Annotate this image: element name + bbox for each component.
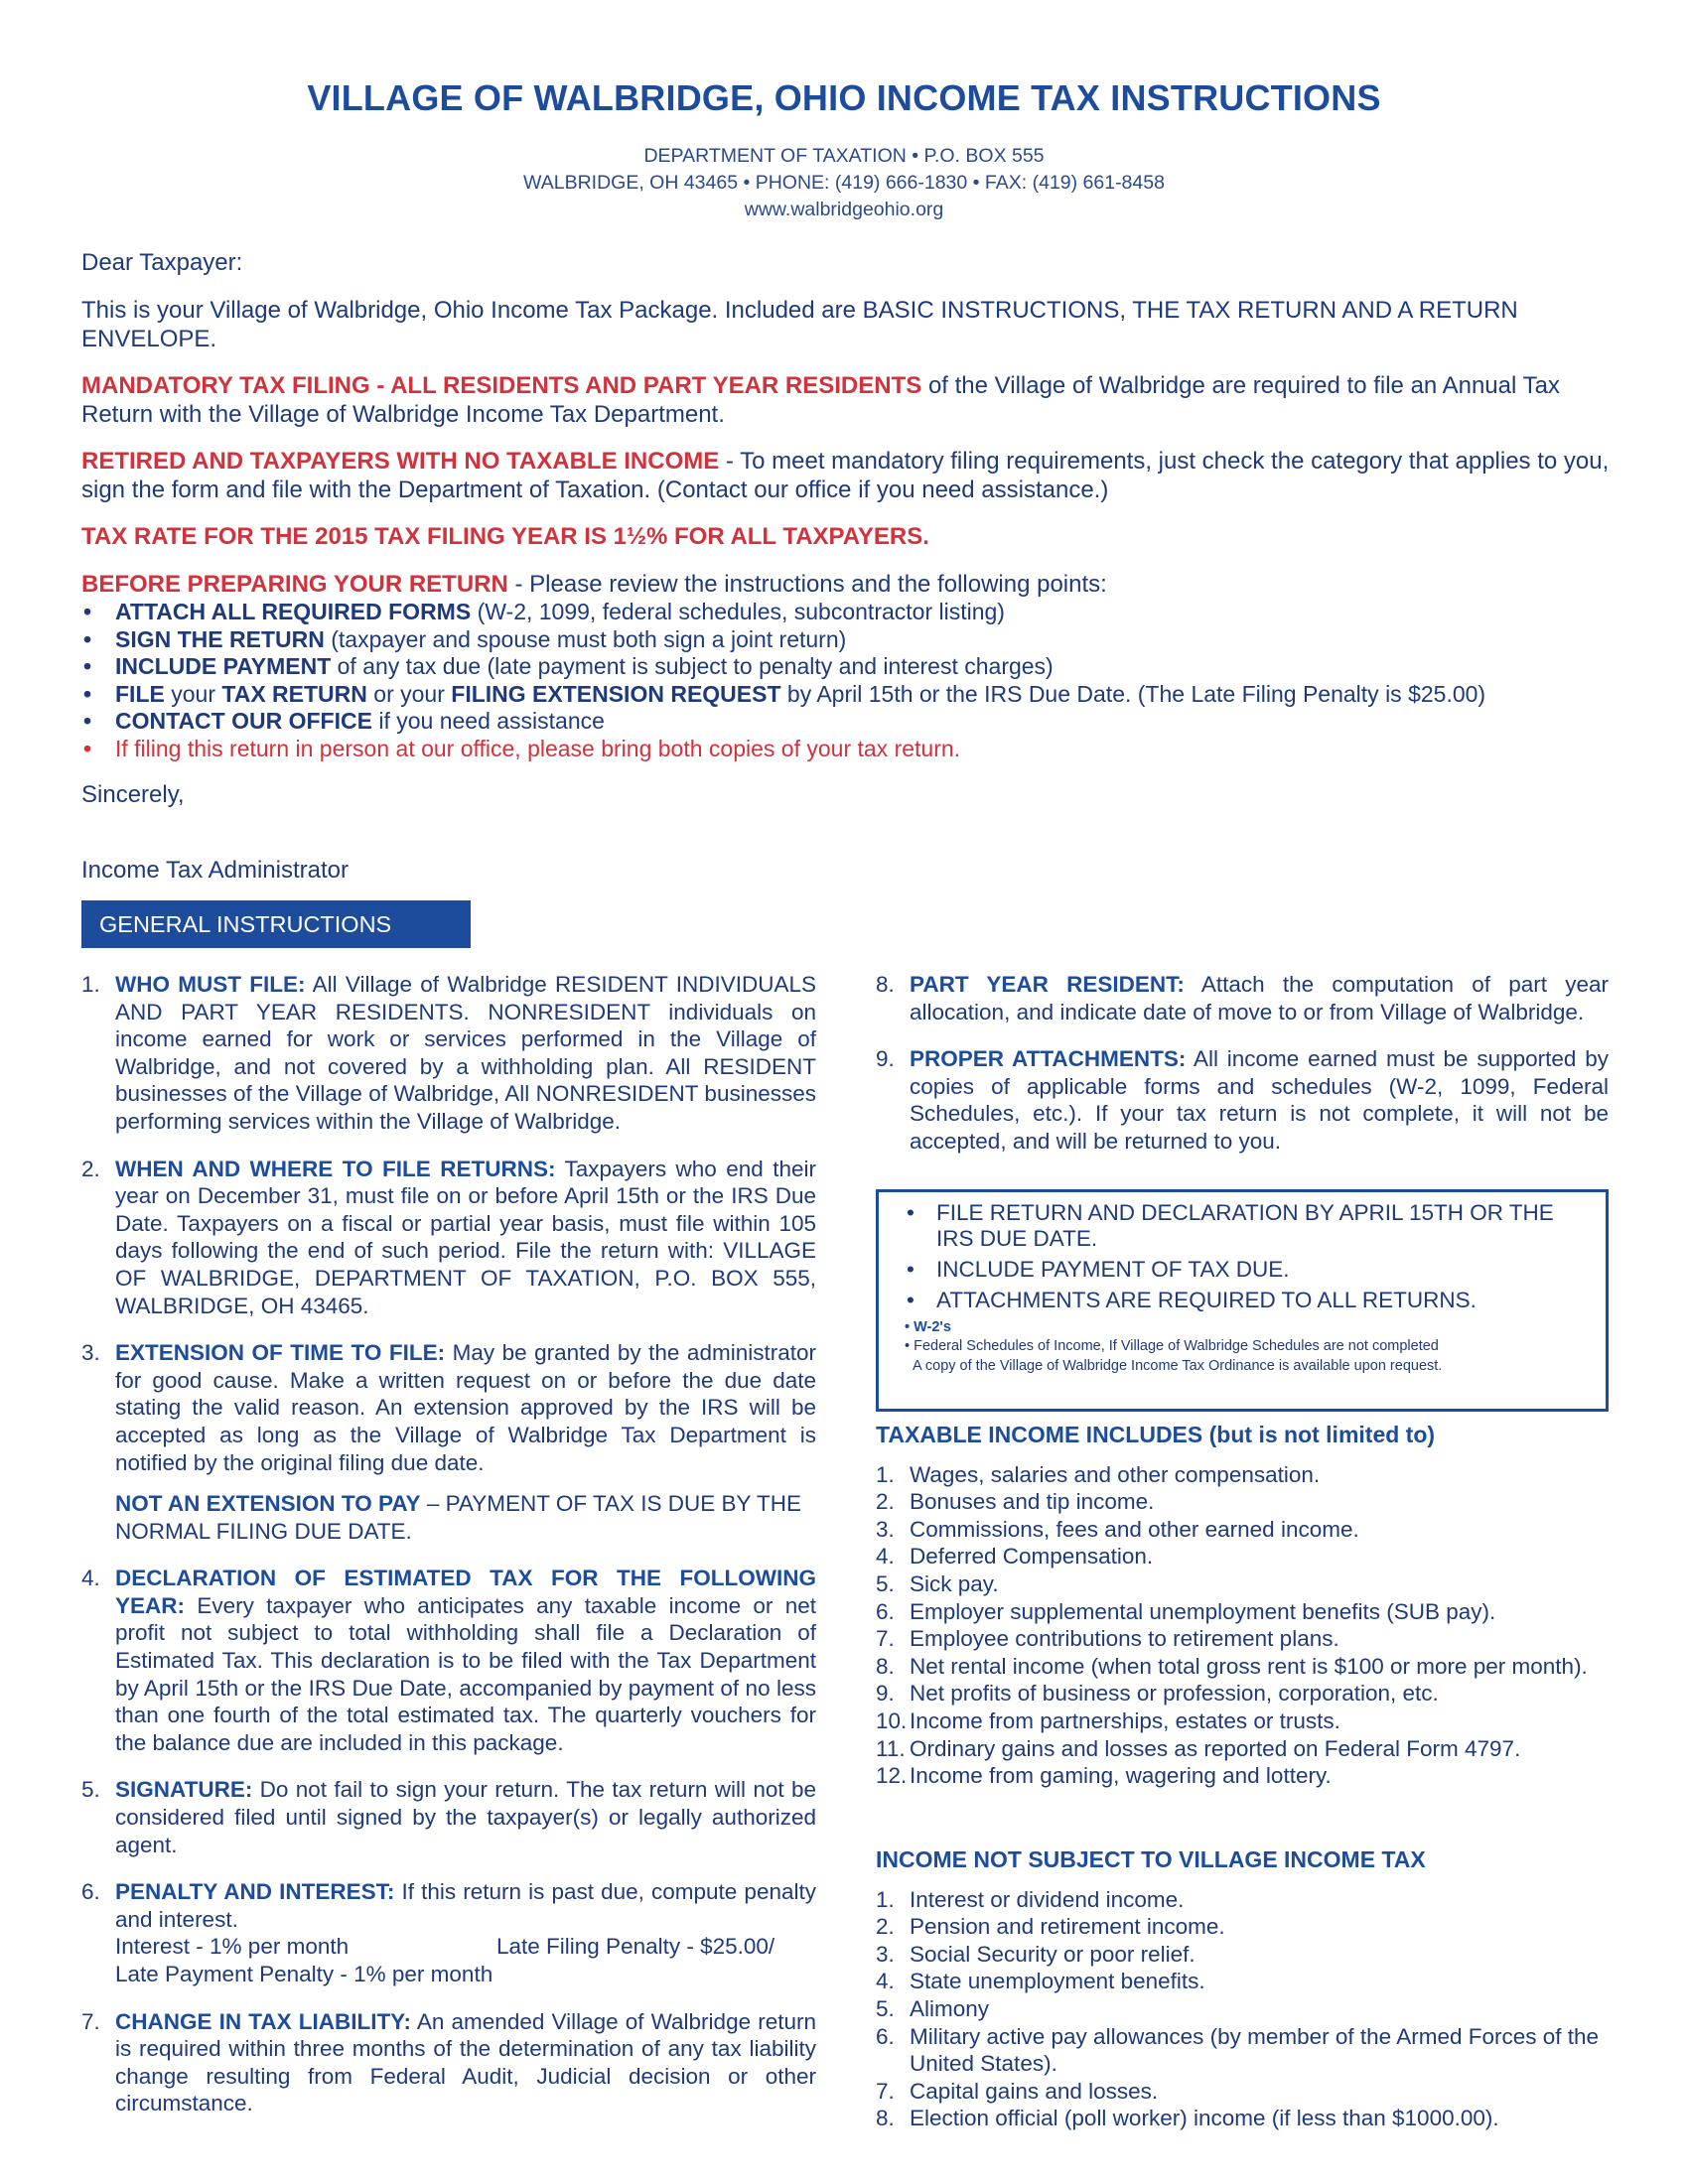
tax-rate-statement: TAX RATE FOR THE 2015 TAX FILING YEAR IS 1½% FOR ALL TAXPAYERS. — [81, 523, 929, 550]
point-item: • ATTACH ALL REQUIRED FORMS (W-2, 1099, federal schedules, subcontractor listing) — [83, 599, 1005, 624]
list-item: 3. Social Security or poor relief. — [876, 1941, 1196, 1967]
list-item: 7. Capital gains and losses. — [876, 2078, 1159, 2104]
instruction-item-penalty: 6. PENALTY AND INTEREST: If this return is past due, compute penalty and interest. Interest - 1% per month Late Filing Penalty - $25.00/ Late Payment Penalty - 1% per month — [81, 1879, 816, 1986]
instruction-item: 3. EXTENSION OF TIME TO FILE: May be granted by the administrator for good cause. Make a written request on or before the due date stating the valid reason. An extension approved by the IRS will be accepted as long as the Village of Walbridge Tax Department is notified by the original filing due date. — [81, 1340, 816, 1475]
instruction-item: 2. WHEN AND WHERE TO FILE RETURNS: Taxpayers who end their year on December 31, must file on or before April 15th or the IRS Due Date. Taxpayers on a fiscal or partial year basis, must file within 105 days following the end of such period. File the return with: VILLAGE OF WALBRIDGE, DEPARTMENT OF TAXATION, P.O. BOX 555, WALBRIDGE, OH 43465. — [81, 1156, 816, 1318]
greeting: Dear Taxpayer: — [81, 249, 243, 276]
header-website: www.walbridgeohio.org — [744, 199, 944, 220]
instructions-left-column — [81, 971, 816, 2137]
list-item: 2. Bonuses and tip income. — [876, 1489, 1155, 1515]
before-preparing-text: - Please review the instructions and the following points: — [507, 571, 1107, 598]
list-item: 4. Deferred Compensation. — [876, 1544, 1154, 1570]
list-item: 5. Sick pay. — [876, 1570, 999, 1596]
preparation-points — [81, 599, 1611, 762]
instruction-item: 4. DECLARATION OF ESTIMATED TAX FOR THE FOLLOWING YEAR: Every taxpayer who anticipates any taxable income or net profit not subject to total withholding shall file a Declaration of Estimated Tax. This declaration is to be filed with the Tax Department by April 15th or the IRS Due Date, accompanied by payment of no less than one fourth of the total estimated tax. The quarterly vouchers for the balance due are included in this package. — [81, 1566, 816, 1755]
list-item: 2. Pension and retirement income. — [876, 1914, 1225, 1940]
signature-title: Income Tax Administrator — [81, 857, 350, 884]
point-item-red: • If filing this return in person at our office, please bring both copies of your tax return. — [83, 735, 961, 761]
retired-paragraph — [81, 447, 1611, 504]
reminder-item: • INCLUDE PAYMENT OF TAX DUE. — [907, 1257, 1290, 1282]
non-taxable-income-heading: INCOME NOT SUBJECT TO VILLAGE INCOME TAX — [876, 1846, 1426, 1872]
taxable-income-section — [876, 1422, 1609, 1790]
federal-schedules-note: • Federal Schedules of Income, If Village of Walbridge Schedules are not completed — [905, 1338, 1439, 1354]
point-item: • CONTACT OUR OFFICE if you need assistance — [83, 708, 605, 734]
taxable-income-heading: TAXABLE INCOME INCLUDES (but is not limited to) — [876, 1422, 1436, 1447]
late-filing-penalty: Late Filing Penalty - $25.00/ — [496, 1934, 775, 1960]
late-payment-penalty: Late Payment Penalty - 1% per month — [115, 1962, 493, 1986]
list-item: 8. Net rental income (when total gross rent is $100 or more per month). — [876, 1653, 1588, 1679]
instruction-item: 7. CHANGE IN TAX LIABILITY: An amended Village of Walbridge return is required within three months of the determination of any tax liability change resulting from Federal Audit, Judicial decision or other circumstance. — [81, 2008, 816, 2116]
instructions-right-column — [876, 971, 1609, 1175]
reminder-item: • FILE RETURN AND DECLARATION BY APRIL 15TH OR THE IRS DUE DATE. — [907, 1200, 1554, 1251]
point-item: • INCLUDE PAYMENT of any tax due (late payment is subject to penalty and interest charges) — [83, 653, 1054, 679]
list-item: 1. Interest or dividend income. — [876, 1886, 1185, 1912]
header-address-line1: DEPARTMENT OF TAXATION • P.O. BOX 555 — [643, 145, 1045, 167]
instruction-item: 9. PROPER ATTACHMENTS: All income earned must be supported by copies of applicable forms and schedules (W-2, 1099, Federal Schedules, etc.). If your tax return is not complete, it will not be accepted, and will be returned to you. — [876, 1046, 1609, 1154]
point-item: • SIGN THE RETURN (taxpayer and spouse must both sign a joint return) — [83, 625, 847, 652]
list-item: 6. Military active pay allowances (by member of the Armed Forces of the United States). — [876, 2023, 1600, 2077]
non-taxable-income-list — [876, 1886, 1609, 2132]
interest-rate: Interest - 1% per month — [115, 1934, 350, 1960]
intro-paragraph: This is your Village of Walbridge, Ohio Income Tax Package. Included are BASIC INSTRUCTIONS, THE TAX RETURN AND A RETURN ENVELOPE. — [81, 297, 1518, 352]
list-item: 10. Income from partnerships, estates or trusts. — [876, 1707, 1340, 1733]
reminder-box — [876, 1189, 1609, 1412]
before-preparing-heading — [81, 570, 1611, 599]
instruction-item: 5. SIGNATURE: Do not fail to sign your return. The tax return will not be considered filed until signed by the taxpayer(s) or legally authorized agent. — [81, 1777, 816, 1857]
list-item: 12. Income from gaming, wagering and lottery. — [876, 1763, 1332, 1789]
list-item: 5. Alimony — [876, 1995, 990, 2021]
list-item: 3. Commissions, fees and other earned income. — [876, 1516, 1359, 1542]
instruction-item: 1. WHO MUST FILE: All Village of Walbridge RESIDENT INDIVIDUALS AND PART YEAR RESIDENTS. NONRESIDENT individuals on income earned for work or services performed in the Village of Walbridge, and not covered by a withholding plan. All RESIDENT businesses of the Village of Walbridge, All NONRESIDENT businesses performing services within the Village of Walbridge. — [81, 972, 816, 1134]
mandatory-label: MANDATORY TAX FILING - ALL RESIDENTS AND PART YEAR RESIDENTS — [81, 372, 922, 399]
list-item: 1. Wages, salaries and other compensation. — [876, 1461, 1321, 1487]
taxable-income-list — [876, 1461, 1609, 1790]
ordinance-note: A copy of the Village of Walbridge Income Tax Ordinance is available upon request. — [913, 1358, 1443, 1374]
reminder-item: • ATTACHMENTS ARE REQUIRED TO ALL RETURNS. — [907, 1288, 1477, 1312]
not-extension-note: NOT AN EXTENSION TO PAY – PAYMENT OF TAX IS DUE BY THE NORMAL FILING DUE DATE. — [115, 1491, 801, 1544]
list-item: 9. Net profits of business or profession, corporation, etc. — [876, 1681, 1439, 1706]
retired-label: RETIRED AND TAXPAYERS WITH NO TAXABLE INCOME — [81, 448, 720, 475]
header-address-line2: WALBRIDGE, OH 43465 • PHONE: (419) 666-1830 • FAX: (419) 661-8458 — [523, 172, 1165, 194]
instruction-item: 8. PART YEAR RESIDENT: Attach the computation of part year allocation, and indicate date of move to or from Village of Walbridge. — [876, 972, 1609, 1024]
list-item: 4. State unemployment benefits. — [876, 1969, 1205, 1994]
list-item: 8. Election official (poll worker) income (if less than $1000.00). — [876, 2106, 1499, 2131]
page-title: VILLAGE OF WALBRIDGE, OHIO INCOME TAX INSTRUCTIONS — [307, 77, 1381, 118]
non-taxable-income-section — [876, 1846, 1609, 2132]
mandatory-paragraph — [81, 371, 1611, 429]
point-item: • FILE your TAX RETURN or your FILING EXTENSION REQUEST by April 15th or the IRS Due Date. (The Late Filing Penalty is $25.00) — [83, 680, 1486, 707]
retired-text: - To meet mandatory filing requirements, just check the category that applies to you, sign the form and file with the Department of Taxation. (Contact our office if you need assistance.) — [81, 448, 1610, 503]
w2-note: • W-2's — [905, 1319, 951, 1335]
general-instructions-heading: GENERAL INSTRUCTIONS — [81, 900, 471, 948]
list-item: 7. Employee contributions to retirement plans. — [876, 1626, 1339, 1652]
before-preparing-label: BEFORE PREPARING YOUR RETURN — [81, 571, 508, 598]
list-item: 11. Ordinary gains and losses as reported on Federal Form 4797. — [876, 1735, 1521, 1761]
list-item: 6. Employer supplemental unemployment benefits (SUB pay). — [876, 1598, 1496, 1624]
mandatory-text: of the Village of Walbridge are required to file an Annual Tax Return with the Village of Walbridge Income Tax Department. — [81, 372, 1560, 428]
penalty-rates — [115, 1933, 816, 1961]
before-preparing-section — [81, 570, 1611, 762]
closing: Sincerely, — [81, 781, 185, 808]
